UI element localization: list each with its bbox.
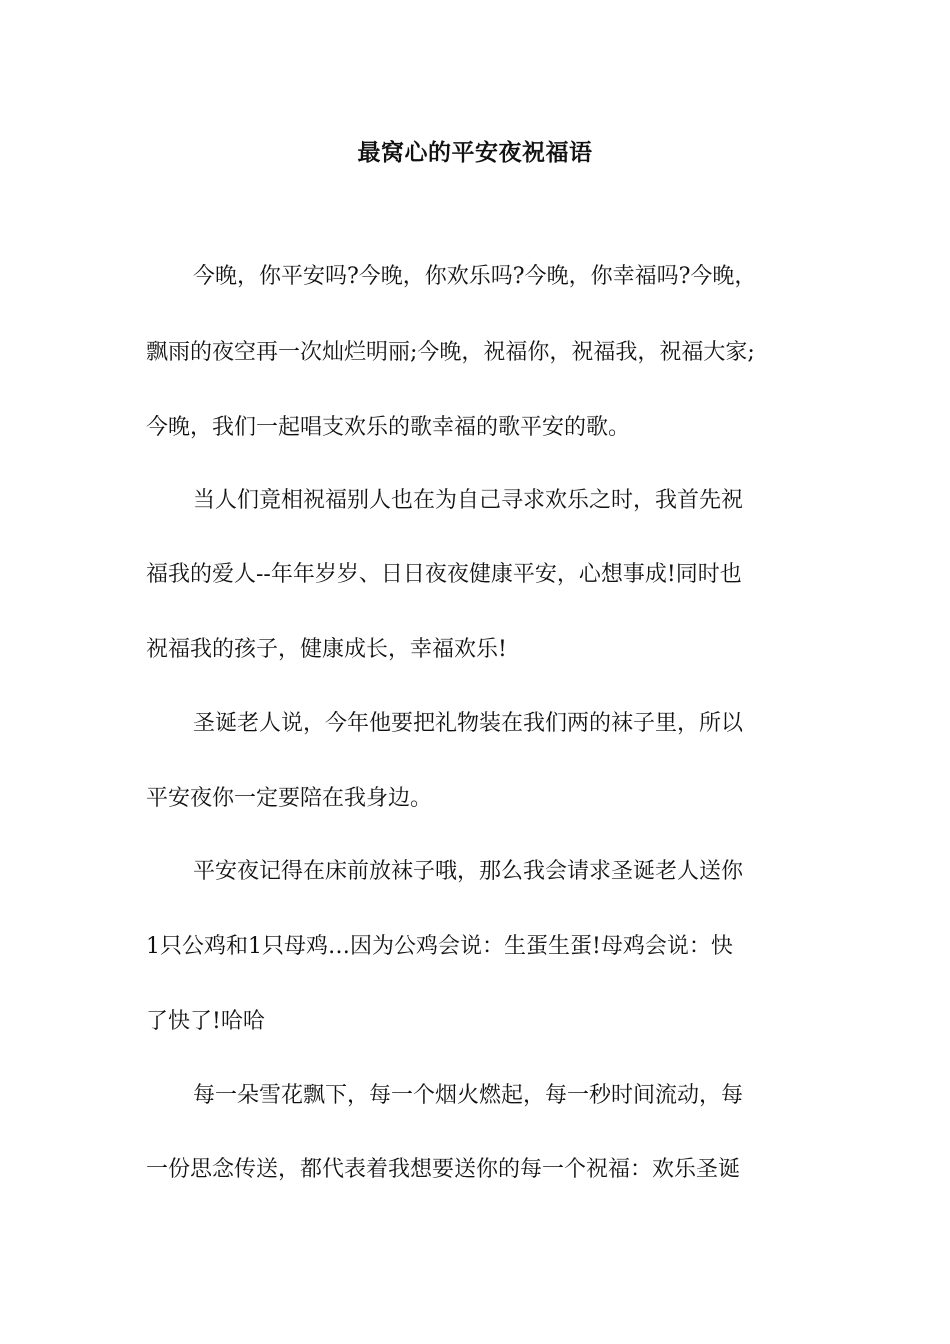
paragraph-2-line-2: 福我的爱人--年年岁岁、日日夜夜健康平安，心想事成!同时也 [146,562,742,587]
paragraph-1-line-1: 今晚，你平安吗?今晚，你欢乐吗?今晚，你幸福吗?今晚， [193,264,757,289]
paragraph-4-line-1: 平安夜记得在床前放袜子哦，那么我会请求圣诞老人送你 [193,859,744,884]
paragraph-2-line-1: 当人们竟相祝福别人也在为自己寻求欢乐之时，我首先祝 [193,488,744,513]
paragraph-4-line-3: 了快了!哈哈 [146,1009,265,1034]
paragraph-3-line-2: 平安夜你一定要陪在我身边。 [146,786,433,811]
document-title: 最窝心的平安夜祝福语 [357,139,593,166]
paragraph-1-line-3: 今晚，我们一起唱支欢乐的歌幸福的歌平安的歌。 [146,415,631,440]
paragraph-4-line-2: 1只公鸡和1只母鸡…因为公鸡会说：生蛋生蛋!母鸡会说：快 [146,934,733,959]
paragraph-1-line-2: 飘雨的夜空再一次灿烂明丽;今晚，祝福你，祝福我，祝福大家; [146,340,755,365]
paragraph-5-line-2: 一份思念传送，都代表着我想要送你的每一个祝福：欢乐圣诞 [146,1157,741,1182]
paragraph-2-line-3: 祝福我的孩子，健康成长，幸福欢乐! [146,637,507,662]
paragraph-3-line-1: 圣诞老人说，今年他要把礼物装在我们两的袜子里，所以 [193,711,744,736]
paragraph-5-line-1: 每一朵雪花飘下，每一个烟火燃起，每一秒时间流动，每 [193,1083,744,1108]
